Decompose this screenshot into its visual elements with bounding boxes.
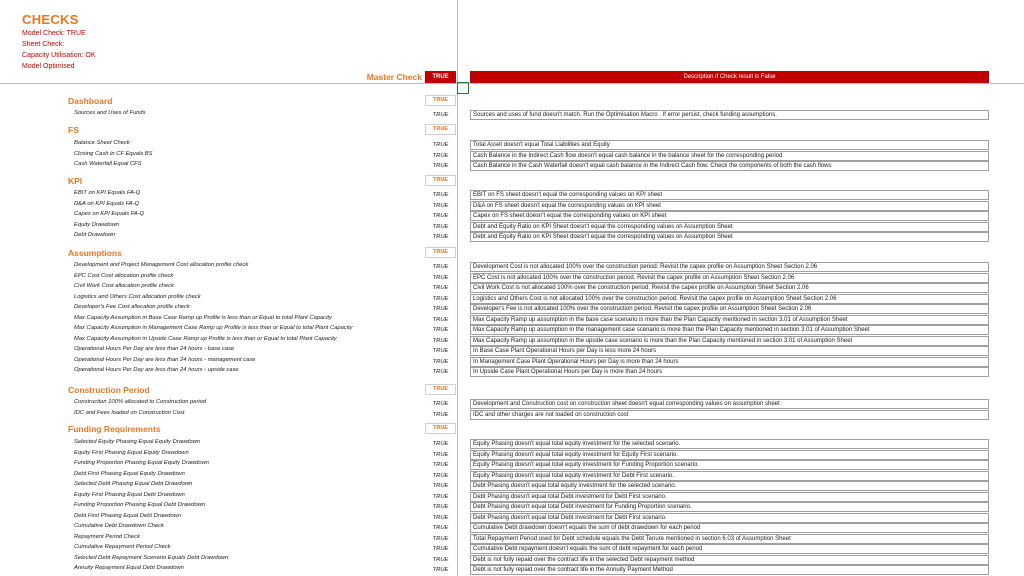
check-row-description[interactable]: Equity Phasing doesn't equal total equity investment for Debt First scenario. (470, 471, 989, 481)
check-row-label: IDC and Fees loaded on Construction Cost (74, 409, 185, 416)
check-row-value[interactable]: TRUE (432, 316, 449, 323)
check-row-description[interactable]: Debt Phasing doesn't equal total Debt investment for Debt First scenario. (470, 492, 989, 502)
check-row-value[interactable]: TRUE (432, 441, 449, 447)
selected-cell[interactable] (457, 82, 469, 94)
check-row-label: Debt Drawdown (74, 232, 116, 238)
check-row-value[interactable]: TRUE (432, 525, 449, 531)
model-check-status: Model Check: TRUE (22, 30, 86, 37)
check-row-value[interactable]: TRUE (432, 535, 449, 542)
check-row-description[interactable]: Debt Phasing doesn't equal total equity investment for the selected scenario. (470, 481, 989, 491)
check-row-label: Debt First Phasing Equal Debt Drawdown (74, 512, 181, 519)
check-row-value[interactable]: TRUE (432, 401, 449, 407)
frozen-row-divider (0, 83, 1024, 84)
check-row-description[interactable]: Debt Phasing doesn't equal total Debt investment for Debt First scenario. (470, 513, 989, 523)
section-check-value[interactable]: TRUE (425, 423, 456, 434)
check-row-description[interactable]: Max Capacity Ramp up assumption in the management case scenario is more than the Plan Capacity mentioned in section 3.01 of Assumption Sheet (470, 325, 989, 335)
check-row-label: Closing Cash in CF Equals BS (74, 150, 153, 157)
check-row-value[interactable]: TRUE (432, 295, 449, 302)
check-row-label: Max Capacity Assumption in Upside Case Ramp up Profile is less than or Equal to total Plant Capacity (74, 335, 337, 342)
check-row-value[interactable]: TRUE (432, 285, 449, 291)
check-row-description[interactable]: Debt is not fully repaid over the contract life in the selected Debt repayment method (470, 555, 989, 565)
check-row-label: Selected Equity Phasing Equal Equity Drawdown (74, 439, 200, 445)
check-row-label: Repayment Period Check (74, 533, 141, 540)
description-header: Description if Check result is False (470, 71, 989, 83)
check-row-value[interactable]: TRUE (432, 142, 449, 148)
check-row-description[interactable]: Logistics and Others Cost is not allocated 100% over the construction period. Revisit the capex profile on Assumption Sheet Section 2.06 (470, 294, 989, 304)
check-row-value[interactable]: TRUE (432, 306, 449, 312)
check-row-value[interactable]: TRUE (432, 462, 449, 468)
check-row-description[interactable]: EBIT on FS sheet doesn't equal the corresponding values on KPI sheet (470, 190, 989, 200)
check-row-value[interactable]: TRUE (432, 472, 449, 479)
check-row-description[interactable]: Cash Balance in the Indirect Cash flow doesn't equal cash balance in the balance sheet for the corresponding period (470, 151, 989, 161)
check-row-value[interactable]: TRUE (432, 483, 449, 489)
check-row-label: Max Capacity Assumption in Base Case Ramp up Profile is less than or Equal to total Plant Capacity (74, 314, 332, 321)
check-row-description[interactable]: Max Capacity Ramp up assumption in the upside case scenario is more than the Plan Capacity mentioned in section 3.01 of Assumption Sheet (470, 336, 989, 346)
check-row-label: Cumulative Repayment Period Check (74, 544, 171, 550)
check-row-description[interactable]: Civil Work Cost is not allocated 100% over the construction period. Revisit the capex profile on Assumption Sheet Section 2.06 (470, 283, 989, 293)
section-check-value[interactable]: TRUE (425, 95, 456, 106)
check-row-value[interactable]: TRUE (432, 411, 449, 418)
check-row-description[interactable]: Debt and Equity Ratio on KPI Sheet doesn't equal the corresponding values on Assumption Sheet (470, 222, 989, 232)
capacity-utilisation-status: Capacity Utilisation: OK (22, 52, 96, 59)
check-row-label: Annuity Repayment Equal Debt Drawdown (74, 565, 184, 571)
section-check-value[interactable]: TRUE (425, 124, 456, 135)
check-row-value[interactable]: TRUE (432, 192, 449, 198)
check-row-value[interactable]: TRUE (432, 369, 449, 375)
check-row-label: Selected Debt Phasing Equal Debt Drawdown (74, 481, 193, 487)
check-row-description[interactable]: Capex on FS sheet doesn't equal the corresponding values on KPI sheet (470, 211, 989, 221)
check-row-description[interactable]: EPC Cost is not allocated 100% over the construction period. Revisit the capex profile on Assumption Sheet Section 2.06 (470, 273, 989, 283)
page-title: CHECKS (22, 12, 79, 27)
check-row-label: EPC Cost Cost allocation profile check (74, 272, 174, 279)
check-row-value[interactable]: TRUE (432, 493, 449, 500)
check-row-label: Construction 100% allocated to Construction period (74, 399, 207, 405)
check-row-label: D&A on KPI Equals FA-Q (74, 200, 140, 207)
check-row-description[interactable]: Equity Phasing doesn't equal total equity investment for the selected scenario. (470, 439, 989, 449)
check-row-value[interactable]: TRUE (432, 514, 449, 521)
check-row-label: Developer's Fee Cost allocation profile check (74, 304, 190, 310)
section-check-value[interactable]: TRUE (425, 247, 456, 258)
check-row-label: Max Capacity Assumption in Management Case Ramp up Profile is less than or Equal to total Plant Capacity (74, 325, 353, 331)
check-row-value[interactable]: TRUE (432, 567, 449, 573)
check-row-value[interactable]: TRUE (432, 451, 449, 458)
check-row-description[interactable]: Equity Phasing doesn't equal total equity investment for Equity First scenario. (470, 450, 989, 460)
check-row-value[interactable]: TRUE (432, 274, 449, 281)
check-row-description[interactable]: Cash Balance in the Cash Waterfall doesn't equal cash balance in the Indirect Cash flow. Check the components of both the cash flows (470, 161, 989, 171)
section-title: Assumptions (68, 248, 122, 258)
check-row-label: Cumulative Debt Drawdown Check (74, 523, 164, 529)
check-row-description[interactable]: Debt and Equity Ratio on KPI Sheet doesn't equal the corresponding values on Assumption Sheet (470, 232, 989, 242)
check-row-description[interactable]: IDC and other charges are not loaded on construction cost (470, 410, 989, 420)
check-row-label: Logistics and Others Cost allocation profile check (74, 293, 201, 300)
check-row-label: Equity Drawdown (74, 221, 120, 228)
section-title: Funding Requirements (68, 424, 161, 434)
check-row-description[interactable]: Total Repayment Period used for Debt schedule equals the Debt Tenure mentioned in section 6.03 of Assumption Sheet (470, 534, 989, 544)
section-title: KPI (68, 176, 83, 186)
check-row-label: Civil Work Cost allocation profile check (74, 283, 174, 289)
check-row-description[interactable]: Sources and uses of fund doesn't match. Run the Optimisation Macro . If error persist, check funding assumptions. (470, 110, 989, 120)
check-row-value[interactable]: TRUE (432, 337, 449, 344)
section-title: Construction Period (68, 385, 150, 395)
check-row-description[interactable]: In Upside Case Plant Operational Hours per Day is more than 24 hours (470, 367, 989, 377)
check-row-value[interactable]: TRUE (432, 202, 449, 209)
check-row-value[interactable]: TRUE (432, 327, 449, 333)
check-row-value[interactable]: TRUE (432, 556, 449, 563)
check-row-description[interactable]: Development Cost is not allocated 100% over the construction period. Revisit the capex profile on Assumption Sheet Section 2.06 (470, 262, 989, 272)
check-row-label: Balance Sheet Check (74, 140, 130, 146)
master-check-label: Master Check (366, 72, 422, 82)
check-row-label: Funding Proportion Phasing Equal Equity Drawdown (74, 460, 210, 466)
check-row-description[interactable]: Max Capacity Ramp up assumption in the base case scenario is more than the Plan Capacity mentioned in section 3.01 of Assumption Sheet (470, 315, 989, 325)
check-row-value[interactable]: TRUE (432, 504, 449, 510)
check-row-description[interactable]: Equity Phasing doesn't equal total equity investment for Funding Proportion scenario. (470, 460, 989, 470)
check-row-value[interactable]: TRUE (432, 152, 449, 159)
check-row-value[interactable]: TRUE (432, 546, 449, 552)
check-row-label: Cash Waterfall Equal CFS (74, 161, 142, 167)
check-row-description[interactable]: Total Asset doesn't equal Total Liabilities and Equity (470, 140, 989, 150)
check-row-label: EBIT on KPI Equals FA-Q (74, 190, 141, 196)
check-row-description[interactable]: In Base Case Plant Operational Hours per Day is less more 24 hours (470, 346, 989, 356)
check-row-label: Development and Project Management Cost allocation profile check (74, 262, 249, 268)
section-title: FS (68, 125, 79, 135)
check-row-description[interactable]: Developer's Fee is not allocated 100% over the construction period. Revisit the capex profile on Assumption Sheet Section 2.06 (470, 304, 989, 314)
check-row-value[interactable]: TRUE (432, 234, 449, 240)
check-row-description[interactable]: Development and Construction cost on construction sheet doesn't equal corresponding values on assumption sheet (470, 399, 989, 409)
check-row-value[interactable]: TRUE (432, 264, 449, 270)
check-row-label: Operational Hours Per Day are less than 24 hours - management case (74, 356, 256, 363)
check-row-label: Operational Hours Per Day are less than 24 hours - base case (74, 346, 235, 352)
section-check-value[interactable]: TRUE (425, 175, 456, 186)
check-row-value[interactable]: TRUE (432, 358, 449, 365)
check-row-label: Capex on KPI Equals FA-Q (74, 211, 145, 217)
master-check-value[interactable]: TRUE (425, 71, 456, 83)
section-check-value[interactable]: TRUE (425, 384, 456, 395)
sheet-check-status: Sheet Check: (22, 41, 65, 48)
check-row-description[interactable]: Debt Phasing doesn't equal total Debt investment for Funding Proportion scenario. (470, 502, 989, 512)
check-row-value[interactable]: TRUE (432, 163, 449, 169)
check-row-value[interactable]: TRUE (432, 348, 449, 354)
check-row-label: Equity First Phasing Equal Debt Drawdown (74, 491, 185, 498)
check-row-label: Sources and Uses of Funds (74, 110, 146, 116)
check-row-value[interactable]: TRUE (432, 213, 449, 219)
check-row-label: Operational Hours Per Day are less than 24 hours - upside case (74, 367, 239, 373)
check-row-value[interactable]: TRUE (432, 223, 449, 230)
check-row-value[interactable]: TRUE (432, 112, 449, 118)
model-optimised-status: Model Optimised (22, 63, 75, 70)
section-title: Dashboard (68, 96, 113, 106)
check-row-description[interactable]: D&A on FS sheet doesn't equal the corresponding values on KPI sheet (470, 201, 989, 211)
check-row-label: Funding Proportion Phasing Equal Debt Drawdown (74, 502, 206, 508)
check-row-label: Selected Debt Repayment Scenario Equals Debt Drawdown (74, 554, 229, 561)
check-row-description[interactable]: Cumulative Debt drawdown doesn't equals the sum of debt drawdown for each period (470, 523, 989, 533)
check-row-label: Debt First Phasing Equal Equity Drawdown (74, 470, 185, 477)
check-row-description[interactable]: Debt is not fully repaid over the contract life in the Annuity Payment Method (470, 565, 989, 575)
check-row-label: Equity First Phasing Equal Equity Drawdown (74, 449, 189, 456)
check-row-description[interactable]: In Management Case Plant Operational Hours per Day is more than 24 hours (470, 357, 989, 367)
check-row-description[interactable]: Cumulative Debt repayment doesn't equals the sum of debt repayment for each period (470, 544, 989, 554)
